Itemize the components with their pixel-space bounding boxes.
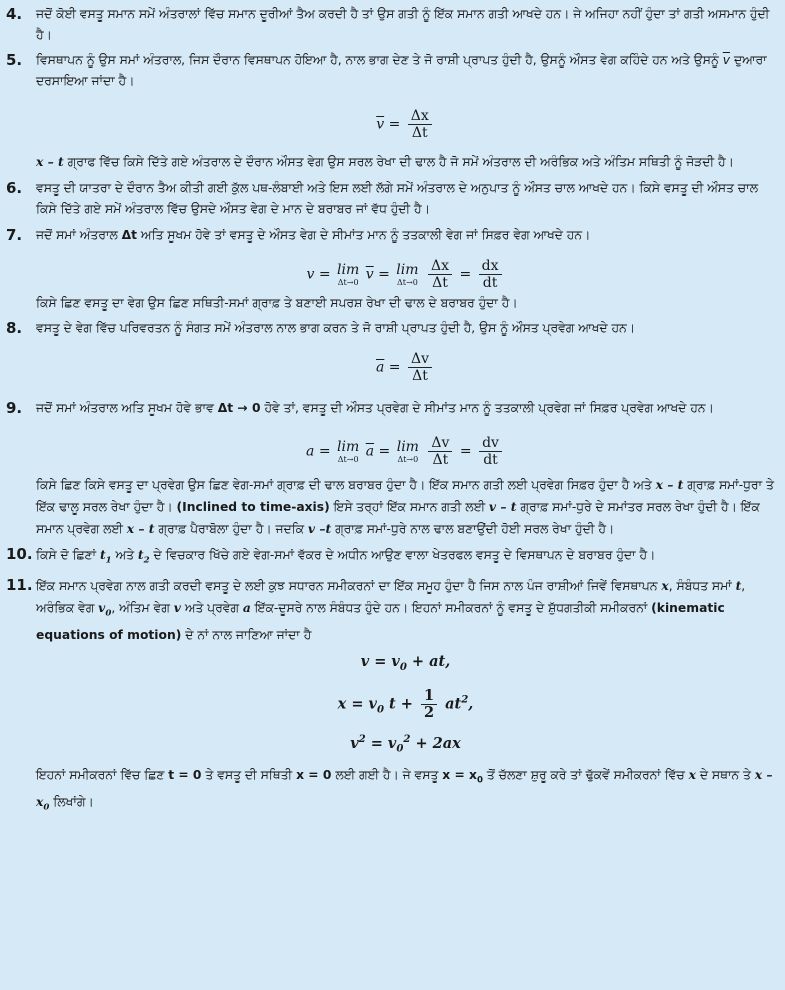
- point-text: ਵਸਤੂ ਦੀ ਯਾਤਰਾ ਦੇ ਦੌਰਾਨ ਤੈਅ ਕੀਤੀ ਗਈ ਕੁੱਲ ਪਥ-ਲੰਬਾਈ ਅਤੇ ਇਸ ਲਈ ਲੱਗੇ ਸਮੇਂ ਅੰਤਰਾਲ ਦੇ ਅਨੁਪਾਤ ਨੂੰ ਔਸਤ ਚਾਲ ਆਖਦੇ ਹਨ। ਕਿਸੇ ਵਸਤੂ ਦੀ ਔਸਤ ਚਾਲ ਕਿਸੇ ਦਿੱਤੇ ਗਏ ਸਮੇਂ ਅੰਤਰਾਲ ਵਿੱਚ ਉਸਦੇ ਔਸਤ ਵੇਗ ਦੇ ਮਾਨ ਦੇ ਬਰਾਬਰ ਜਾਂ ਵੱਧ ਹੁੰਦੀ ਹੈ।: [36, 181, 758, 216]
- average-velocity-equation: $\overline{v}$ = $\frac{\Delta x}{\Delta t}$: [36, 108, 775, 141]
- point-5: [6, 50, 775, 173]
- point-4: [6, 4, 775, 46]
- point-10: [6, 544, 775, 571]
- point-9: [6, 398, 775, 540]
- point-number: 5.: [6, 51, 23, 69]
- kinematic-equation-1: $v = v_0$ + at,: [360, 652, 451, 673]
- point-number: 6.: [6, 179, 23, 197]
- point-text: ਜਦੋਂ ਸਮਾਂ ਅੰਤਰਾਲ Δt ਅਤਿ ਸੂਖਮ ਹੋਵੇ ਤਾਂ ਵਸਤੂ ਦੇ ਔਸਤ ਵੇਗ ਦੇ ਸੀਮਾਂਤ ਮਾਨ ਨੂੰ ਤਤਕਾਲੀ ਵੇਗ ਜਾਂ ਸਿਫ਼ਰ ਵੇਗ ਆਖਦੇ ਹਨ।: [36, 228, 591, 242]
- point-8: [6, 318, 775, 396]
- point-number: 4.: [6, 5, 23, 23]
- point-text: x – t ਗ੍ਰਾਫ ਵਿੱਚ ਕਿਸੇ ਦਿੱਤੇ ਗਏ ਅੰਤਰਾਲ ਦੇ ਦੌਰਾਨ ਔਸਤ ਵੇਗ ਉਸ ਸਰਲ ਰੇਖਾ ਦੀ ਢਾਲ ਹੈ ਜੋ ਸਮੇਂ ਅੰਤਰਾਲ ਦੀ ਅਰੰਭਿਕ ਅਤੇ ਅੰਤਿਮ ਸਥਿਤੀ ਨੂੰ ਜੋੜਦੀ ਹੈ।: [36, 154, 734, 169]
- kinematic-equation-3: $v^2 = v_0^2 + 2ax$: [350, 732, 461, 755]
- point-text: ਵਿਸਥਾਪਨ ਨੂੰ ਉਸ ਸਮਾਂ ਅੰਤਰਾਲ, ਜਿਸ ਦੌਰਾਨ ਵਿਸਥਾਪਨ ਹੋਇਆ ਹੈ, ਨਾਲ ਭਾਗ ਦੇਣ ਤੇ ਜੋ ਰਾਸ਼ੀ ਪ੍ਰਾਪਤ ਹੁੰਦੀ ਹੈ, ਉਸਨੂੰ ਔਸਤ ਵੇਗ ਕਹਿੰਦੇ ਹਨ ਅਤੇ ਉਸਨੂੰ $\overline{v}$ ਦੁਆਰਾ ਦਰਸਾਇਆ ਜਾਂਦਾ ਹੈ।: [36, 53, 767, 88]
- kinematic-equation-2: $x = v_0$ t + $\frac{1}{2}$ $at^2$,: [337, 686, 474, 721]
- instantaneous-acceleration-equation: a = lim Δt→0 $\overline{a}$ = lim Δt→0 $\frac{\Delta v}{\Delta t}$ = $\frac{dv}{dt}$: [36, 435, 775, 468]
- point-text: ਕਿਸੇ ਛਿਣ ਵਸਤੂ ਦਾ ਵੇਗ ਉਸ ਛਿਣ ਸਥਿਤੀ-ਸਮਾਂ ਗ੍ਰਾਫ਼ ਤੇ ਬਣਾਈ ਸਪਰਸ਼ ਰੇਖਾ ਦੀ ਢਾਲ ਦੇ ਬਰਾਬਰ ਹੁੰਦਾ ਹੈ।: [36, 296, 518, 310]
- point-number: 7.: [6, 226, 23, 244]
- point-text: ਕਿਸੇ ਦੋ ਛਿਣਾਂ $t_1$ ਅਤੇ $t_2$ ਦੇ ਵਿਚਕਾਰ ਖਿੱਚੇ ਗਏ ਵੇਗ-ਸਮਾਂ ਵੱਕਰ ਦੇ ਅਧੀਨ ਆਉਣ ਵਾਲਾ ਖੇਤਰਫਲ ਵਸਤੂ ਦੇ ਵਿਸਥਾਪਨ ਦੇ ਬਰਾਬਰ ਹੁੰਦਾ ਹੈ।: [36, 547, 656, 566]
- point-7: [6, 225, 775, 314]
- point-text: ਇਹਨਾਂ ਸਮੀਕਰਨਾਂ ਵਿੱਚ ਛਿਣ t = 0 ਤੇ ਵਸਤੂ ਦੀ ਸਥਿਤੀ x = 0 ਲਈ ਗਈ ਹੈ। ਜੇ ਵਸਤੂ $x = x_0$ ਤੋਂ ਚੱਲਣਾ ਸ਼ੁਰੂ ਕਰੇ ਤਾਂ ਢੁੱਕਵੇਂ ਸਮੀਕਰਨਾਂ ਵਿੱਚ x ਦੇ ਸਥਾਨ ਤੇ x – $x_0$ ਲਿਖਾਂਗੇ।: [36, 766, 773, 813]
- point-number: 11.: [6, 576, 33, 595]
- point-number: 10.: [6, 545, 33, 563]
- average-acceleration-equation: $\overline{a}$ = $\frac{\Delta v}{\Delta t}$: [36, 351, 775, 384]
- point-11: [6, 575, 775, 818]
- point-text: ਜਦੋਂ ਕੋਈ ਵਸਤੂ ਸਮਾਨ ਸਮੇਂ ਅੰਤਰਾਲਾਂ ਵਿੱਚ ਸਮਾਨ ਦੂਰੀਆਂ ਤੈਅ ਕਰਦੀ ਹੈ ਤਾਂ ਉਸ ਗਤੀ ਨੂੰ ਇੱਕ ਸਮਾਨ ਗਤੀ ਆਖਦੇ ਹਨ। ਜੇ ਅਜਿਹਾ ਨਹੀਂ ਹੁੰਦਾ ਤਾਂ ਗਤੀ ਅਸਮਾਨ ਹੁੰਦੀ ਹੈ।: [36, 7, 770, 42]
- point-text: ਇੱਕ ਸਮਾਨ ਪ੍ਰਵੇਗ ਨਾਲ ਗਤੀ ਕਰਦੀ ਵਸਤੂ ਦੇ ਲਈ ਕੁਝ ਸਧਾਰਨ ਸਮੀਕਰਨਾਂ ਦਾ ਇੱਕ ਸਮੂਹ ਹੁੰਦਾ ਹੈ ਜਿਸ ਨਾਲ ਪੰਜ ਰਾਸ਼ੀਆਂ ਜਿਵੇਂ ਵਿਸਥਾਪਨ x, ਸੰਬੰਧਤ ਸਮਾਂ t, ਅਰੰਭਿਕ ਵੇਗ $v_0$, ਅੰਤਿਮ ਵੇਗ v ਅਤੇ ਪ੍ਰਵੇਗ a ਇੱਕ-ਦੂਸਰੇ ਨਾਲ ਸੰਬੰਧਤ ਹੁੰਦੇ ਹਨ। ਇਹਨਾਂ ਸਮੀਕਰਨਾਂ ਨੂੰ ਵਸਤੂ ਦੇ ਸ਼ੁੱਧਗਤੀਕੀ ਸਮੀਕਰਨਾਂ (kinematic equations of motion) ਦੇ ਨਾਂ ਨਾਲ ਜਾਣਿਆ ਜਾਂਦਾ ਹੈ: [36, 578, 746, 642]
- point-number: 8.: [6, 319, 23, 337]
- avg-velocity-symbol: $\overline{v}$: [722, 53, 731, 67]
- point-text: ਕਿਸੇ ਛਿਣ ਕਿਸੇ ਵਸਤੂ ਦਾ ਪ੍ਰਵੇਗ ਉਸ ਛਿਣ ਵੇਗ-ਸਮਾਂ ਗ੍ਰਾਫ਼ ਦੀ ਢਾਲ ਬਰਾਬਰ ਹੁੰਦਾ ਹੈ। ਇੱਕ ਸਮਾਨ ਗਤੀ ਲਈ ਪ੍ਰਵੇਗ ਸਿਫ਼ਰ ਹੁੰਦਾ ਹੈ ਅਤੇ x – t ਗ੍ਰਾਫ਼ ਸਮਾਂ-ਧੁਰਾ ਤੇ ਇੱਕ ਢਾਲੂ ਸਰਲ ਰੇਖਾ ਹੁੰਦਾ ਹੈ। (Inclined to time-axis) ਇਸੇ ਤਰ੍ਹਾਂ ਇੱਕ ਸਮਾਨ ਗਤੀ ਲਈ v – t ਗ੍ਰਾਫ਼ ਸਮਾਂ-ਧੁਰੇ ਦੇ ਸਮਾਂਤਰ ਸਰਲ ਰੇਖਾ ਹੁੰਦੀ ਹੈ। ਇੱਕ ਸਮਾਨ ਪ੍ਰਵੇਗ ਲਈ x – t ਗ੍ਰਾਫ਼ ਪੈਰਾਬੋਲਾ ਹੁੰਦਾ ਹੈ। ਜਦਕਿ v –t ਗ੍ਰਾਫ਼ ਸਮਾਂ-ਧੁਰੇ ਨਾਲ ਢਾਲ ਬਣਾਉਂਦੀ ਹੋਈ ਸਰਲ ਰੇਖਾ ਹੁੰਦੀ ਹੈ।: [36, 477, 774, 536]
- instantaneous-velocity-equation: v = lim Δt→0 $\overline{v}$ = lim Δt→0 $\frac{\Delta x}{\Delta t}$ = $\frac{dx}{dt}$: [36, 258, 775, 291]
- point-text: ਵਸਤੂ ਦੇ ਵੇਗ ਵਿੱਚ ਪਰਿਵਰਤਨ ਨੂੰ ਸੰਗਤ ਸਮੇਂ ਅੰਤਰਾਲ ਨਾਲ ਭਾਗ ਕਰਨ ਤੇ ਜੋ ਰਾਸ਼ੀ ਪ੍ਰਾਪਤ ਹੁੰਦੀ ਹੈ, ਉਸ ਨੂੰ ਔਸਤ ਪ੍ਰਵੇਗ ਆਖਦੇ ਹਨ।: [36, 321, 636, 335]
- point-text: ਜਦੋਂ ਸਮਾਂ ਅੰਤਰਾਲ ਅਤਿ ਸੂਖਮ ਹੋਵੇ ਭਾਵ Δt → 0 ਹੋਵੇ ਤਾਂ, ਵਸਤੂ ਦੀ ਔਸਤ ਪ੍ਰਵੇਗ ਦੇ ਸੀਮਾਂਤ ਮਾਨ ਨੂੰ ਤਤਕਾਲੀ ਪ੍ਰਵੇਗ ਜਾਂ ਸਿਫ਼ਰ ਪ੍ਰਵੇਗ ਆਖਦੇ ਹਨ।: [36, 401, 714, 415]
- point-6: [6, 178, 775, 220]
- point-number: 9.: [6, 399, 23, 417]
